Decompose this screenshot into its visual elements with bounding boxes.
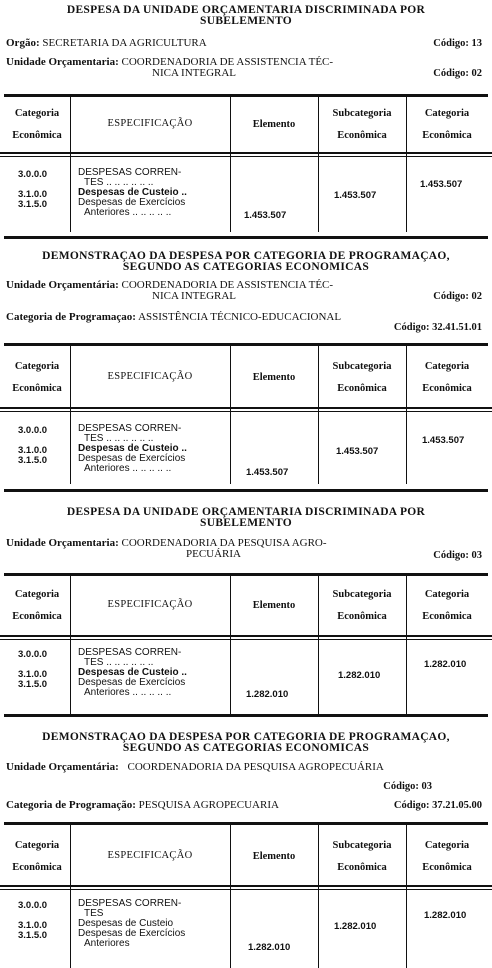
header-subcategoria: Subcategoria Econômica [332, 840, 392, 873]
section-4 [0, 728, 492, 968]
specification-text: DESPESAS CORREN- TES .. .. .. .. .. .. Despesas de Custeio .. Despesas de Exercícios Anteriores .. .. .. .. .. [78, 423, 187, 474]
categoria-value: 1.282.010 [424, 910, 467, 921]
section-2 [0, 246, 492, 496]
specification-text: DESPESAS CORREN- TES .. .. .. .. .. .. Despesas de Custeio .. Despesas de Exercícios Anteriores .. .. .. .. .. [78, 167, 187, 218]
category-codes: 3.0.0.0 3.1.0.0 3.1.5.0 [18, 169, 48, 210]
header-elemento: Elemento [252, 851, 296, 862]
budget-table [4, 576, 488, 714]
budget-table [4, 825, 488, 968]
subcategoria-value: 1.453.507 [334, 190, 377, 201]
rule [4, 236, 488, 239]
orgao-line: Orgão: SECRETARIA DA AGRICULTURA Código: 13 [6, 37, 482, 49]
category-codes: 3.0.0.0 3.1.0.0 3.1.5.0 [18, 425, 48, 466]
header-especificacao: ESPECIFICAÇÃO [107, 118, 193, 129]
categoria-value: 1.453.507 [422, 435, 465, 446]
section-title: DEMONSTRAÇAO DA DESPESA POR CATEGORIA DE PROGRAMAÇAO, SEGUNDO AS CATEGORIAS ECONOMICAS [42, 250, 450, 273]
header-categoria: Categoria Econômica [422, 108, 472, 141]
header-categoria-economica: Categoria Econômica [12, 361, 62, 394]
unidade-line: Unidade Orçamentária: COORDENADORIA DA PESQUISA AGROPECUÁRIA [6, 761, 384, 773]
rule [4, 489, 488, 492]
categoria-value: 1.453.507 [420, 179, 463, 190]
programa-line: Categoria de Programação: PESQUISA AGROPECUARIA Código: 37.21.05.00 [6, 799, 482, 811]
category-codes: 3.0.0.0 3.1.0.0 3.1.5.0 [18, 649, 48, 690]
unidade-codigo-line: Código: 03 [383, 781, 432, 792]
section-1 [0, 0, 492, 240]
specification-text: DESPESAS CORREN- TES .. .. .. .. .. .. Despesas de Custeio .. Despesas de Exercícios Anteriores .. .. .. .. .. [78, 647, 187, 698]
section-3 [0, 502, 492, 722]
unidade-line: Unidade Orçamentaria: COORDENADORIA DA PESQUISA AGRO- PECUÁRIA Código: 03 [6, 537, 482, 561]
header-especificacao: ESPECIFICAÇÃO [107, 850, 193, 861]
subcategoria-value: 1.282.010 [334, 921, 377, 932]
budget-table [4, 97, 488, 232]
section-title: DESPESA DA UNIDADE ORÇAMENTARIA DISCRIMINADA POR SUBELEMENTO [66, 4, 426, 27]
header-categoria-economica: Categoria Econômica [12, 840, 62, 873]
header-categoria-economica: Categoria Econômica [12, 108, 62, 141]
elemento-value: 1.453.507 [246, 467, 289, 478]
header-elemento: Elemento [252, 600, 296, 611]
specification-text: DESPESAS CORREN- TES Despesas de Custeio Despesas de Exercícios Anteriores [78, 898, 186, 949]
header-subcategoria: Subcategoria Econômica [332, 361, 392, 394]
header-categoria: Categoria Econômica [422, 840, 472, 873]
header-elemento: Elemento [252, 119, 296, 130]
section-title: DESPESA DA UNIDADE ORÇAMENTARIA DISCRIMINADA POR SUBELEMENTO [66, 506, 426, 529]
header-categoria: Categoria Econômica [422, 361, 472, 394]
categoria-value: 1.282.010 [424, 659, 467, 670]
header-subcategoria: Subcategoria Econômica [332, 589, 392, 622]
header-categoria: Categoria Econômica [422, 589, 472, 622]
unidade-line: Unidade Orçamentaria: COORDENADORIA DE ASSISTENCIA TÉC- NICA INTEGRAL Código: 02 [6, 56, 482, 79]
subcategoria-value: 1.453.507 [336, 446, 379, 457]
section-title: DEMONSTRAÇAO DA DESPESA POR CATEGORIA DE PROGRAMAÇAO, SEGUNDO AS CATEGORIAS ECONOMICAS [42, 731, 450, 754]
rule [4, 714, 488, 717]
subcategoria-value: 1.282.010 [338, 670, 381, 681]
category-codes: 3.0.0.0 3.1.0.0 3.1.5.0 [18, 900, 48, 941]
header-especificacao: ESPECIFICAÇÃO [107, 599, 193, 610]
elemento-value: 1.282.010 [248, 942, 291, 953]
budget-table [4, 346, 488, 484]
elemento-value: 1.282.010 [246, 689, 289, 700]
elemento-value: 1.453.507 [244, 210, 287, 221]
header-elemento: Elemento [252, 372, 296, 383]
header-subcategoria: Subcategoria Econômica [332, 108, 392, 141]
header-categoria-economica: Categoria Econômica [12, 589, 62, 622]
unidade-line: Unidade Orçamentária: COORDENADORIA DE ASSISTENCIA TÉC- NICA INTEGRAL Código: 02 [6, 279, 482, 302]
programa-line: Categoria de Programaçao: ASSISTÊNCIA TÉCNICO-EDUCACIONAL Código: 32.41.51.01 [6, 311, 482, 333]
header-especificacao: ESPECIFICAÇÃO [107, 371, 193, 382]
